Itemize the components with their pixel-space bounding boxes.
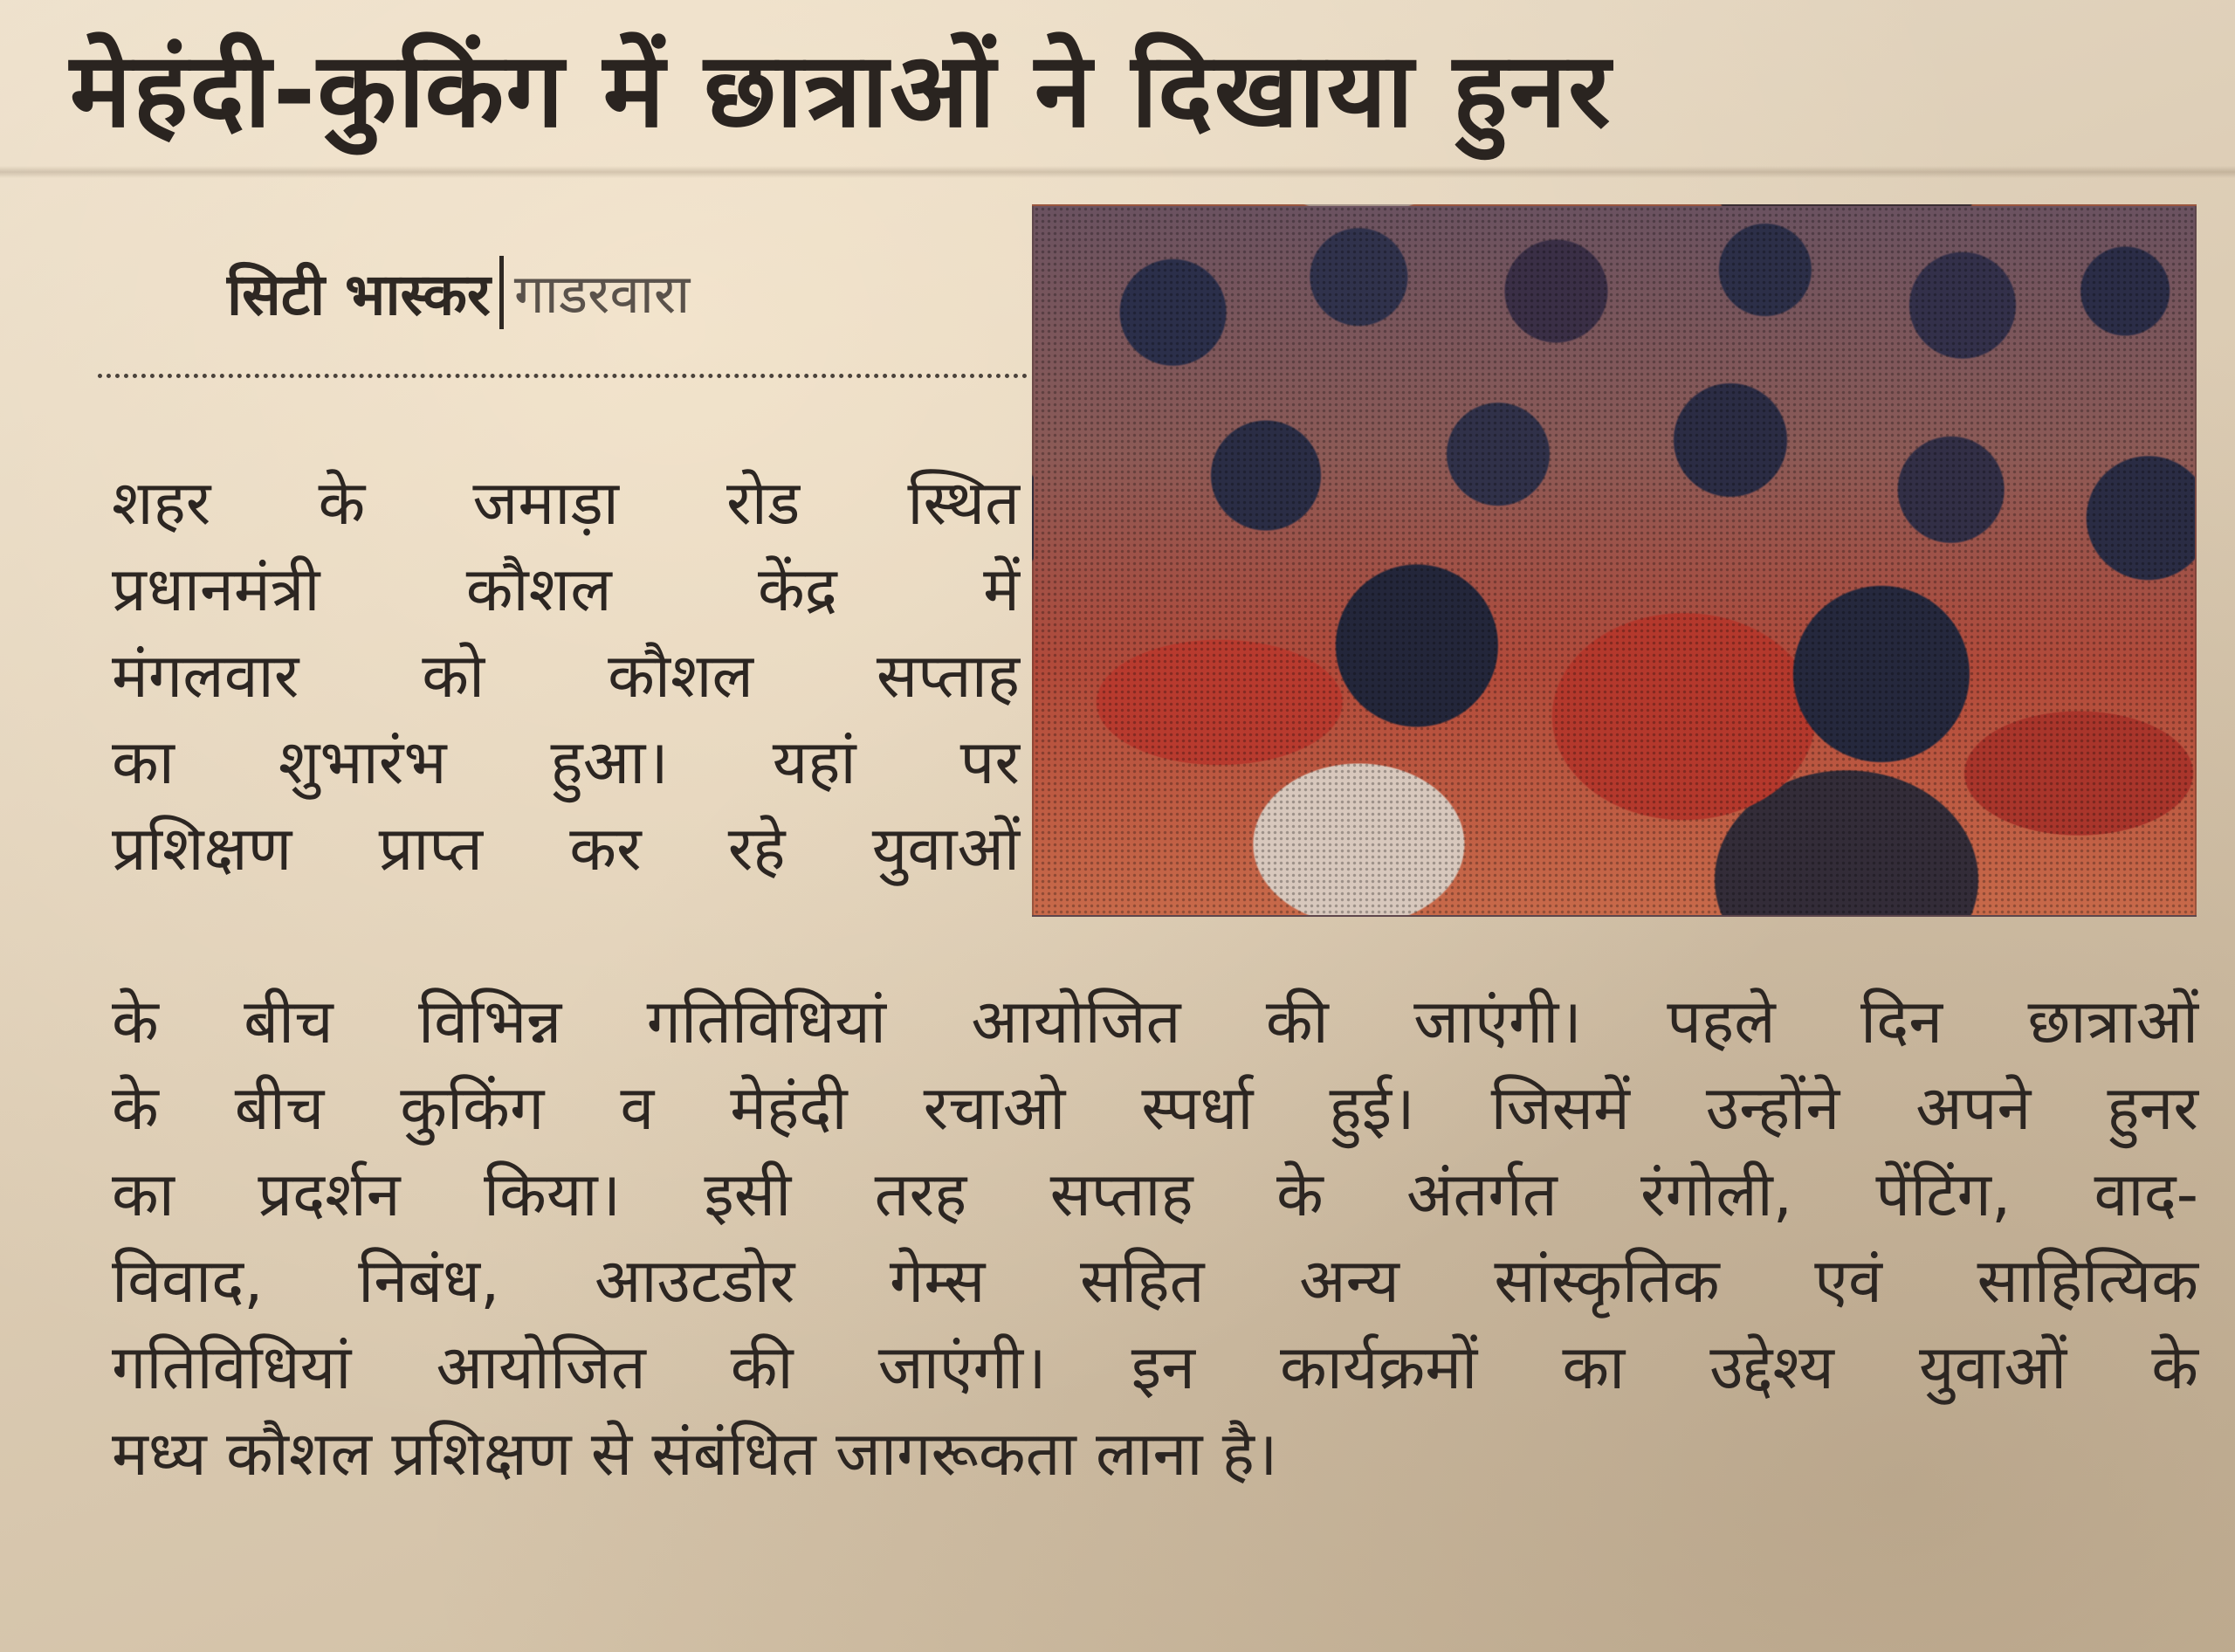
dateline-city: गाडरवारा [513,262,691,326]
body-line: विवाद, निबंध, आउटडोर गेम्स सहित अन्य सांस्कृतिक एवं साहित्यिक [112,1245,2198,1317]
body-line: का प्रदर्शन किया। इसी तरह सप्ताह के अंतर्गत रंगोली, पेंटिंग, वाद- [112,1159,2198,1230]
article-body-column [112,460,1020,892]
body-line: शहर के जमाड़ा रोड स्थित [112,467,1020,539]
paper-fold-shadow [0,166,2235,178]
body-line: के बीच विभिन्न गतिविधियां आयोजित की जाएंगी। पहले दिन छात्राओं [112,986,2198,1057]
body-line: का शुभारंभ हुआ। यहां पर [112,726,1020,798]
dotted-rule [98,374,1028,378]
body-line: मध्य कौशल प्रशिक्षण से संबंधित जागरूकता लाना है। [112,1418,1278,1490]
article-photo [1032,204,2197,917]
body-line: प्रधानमंत्री कौशल केंद्र में [112,554,1020,625]
body-line: गतिविधियां आयोजित की जाएंगी। इन कार्यक्रमों का उद्देश्य युवाओं के [112,1332,2198,1403]
body-line: मंगलवार को कौशल सप्ताह [112,640,1020,712]
body-line: के बीच कुकिंग व मेहंदी रचाओ स्पर्धा हुई। जिसमें उन्होंने अपने हुनर [112,1072,2198,1144]
article-body-full [112,979,2198,1497]
body-line: प्रशिक्षण प्राप्त कर रहे युवाओं [112,813,1020,885]
dateline-separator [499,256,504,329]
dateline-publication: सिटी भास्कर [227,261,491,328]
article-headline: मेहंदी-कुकिंग में छात्राओं ने दिखाया हुनर [70,30,1613,150]
dateline [227,244,690,341]
